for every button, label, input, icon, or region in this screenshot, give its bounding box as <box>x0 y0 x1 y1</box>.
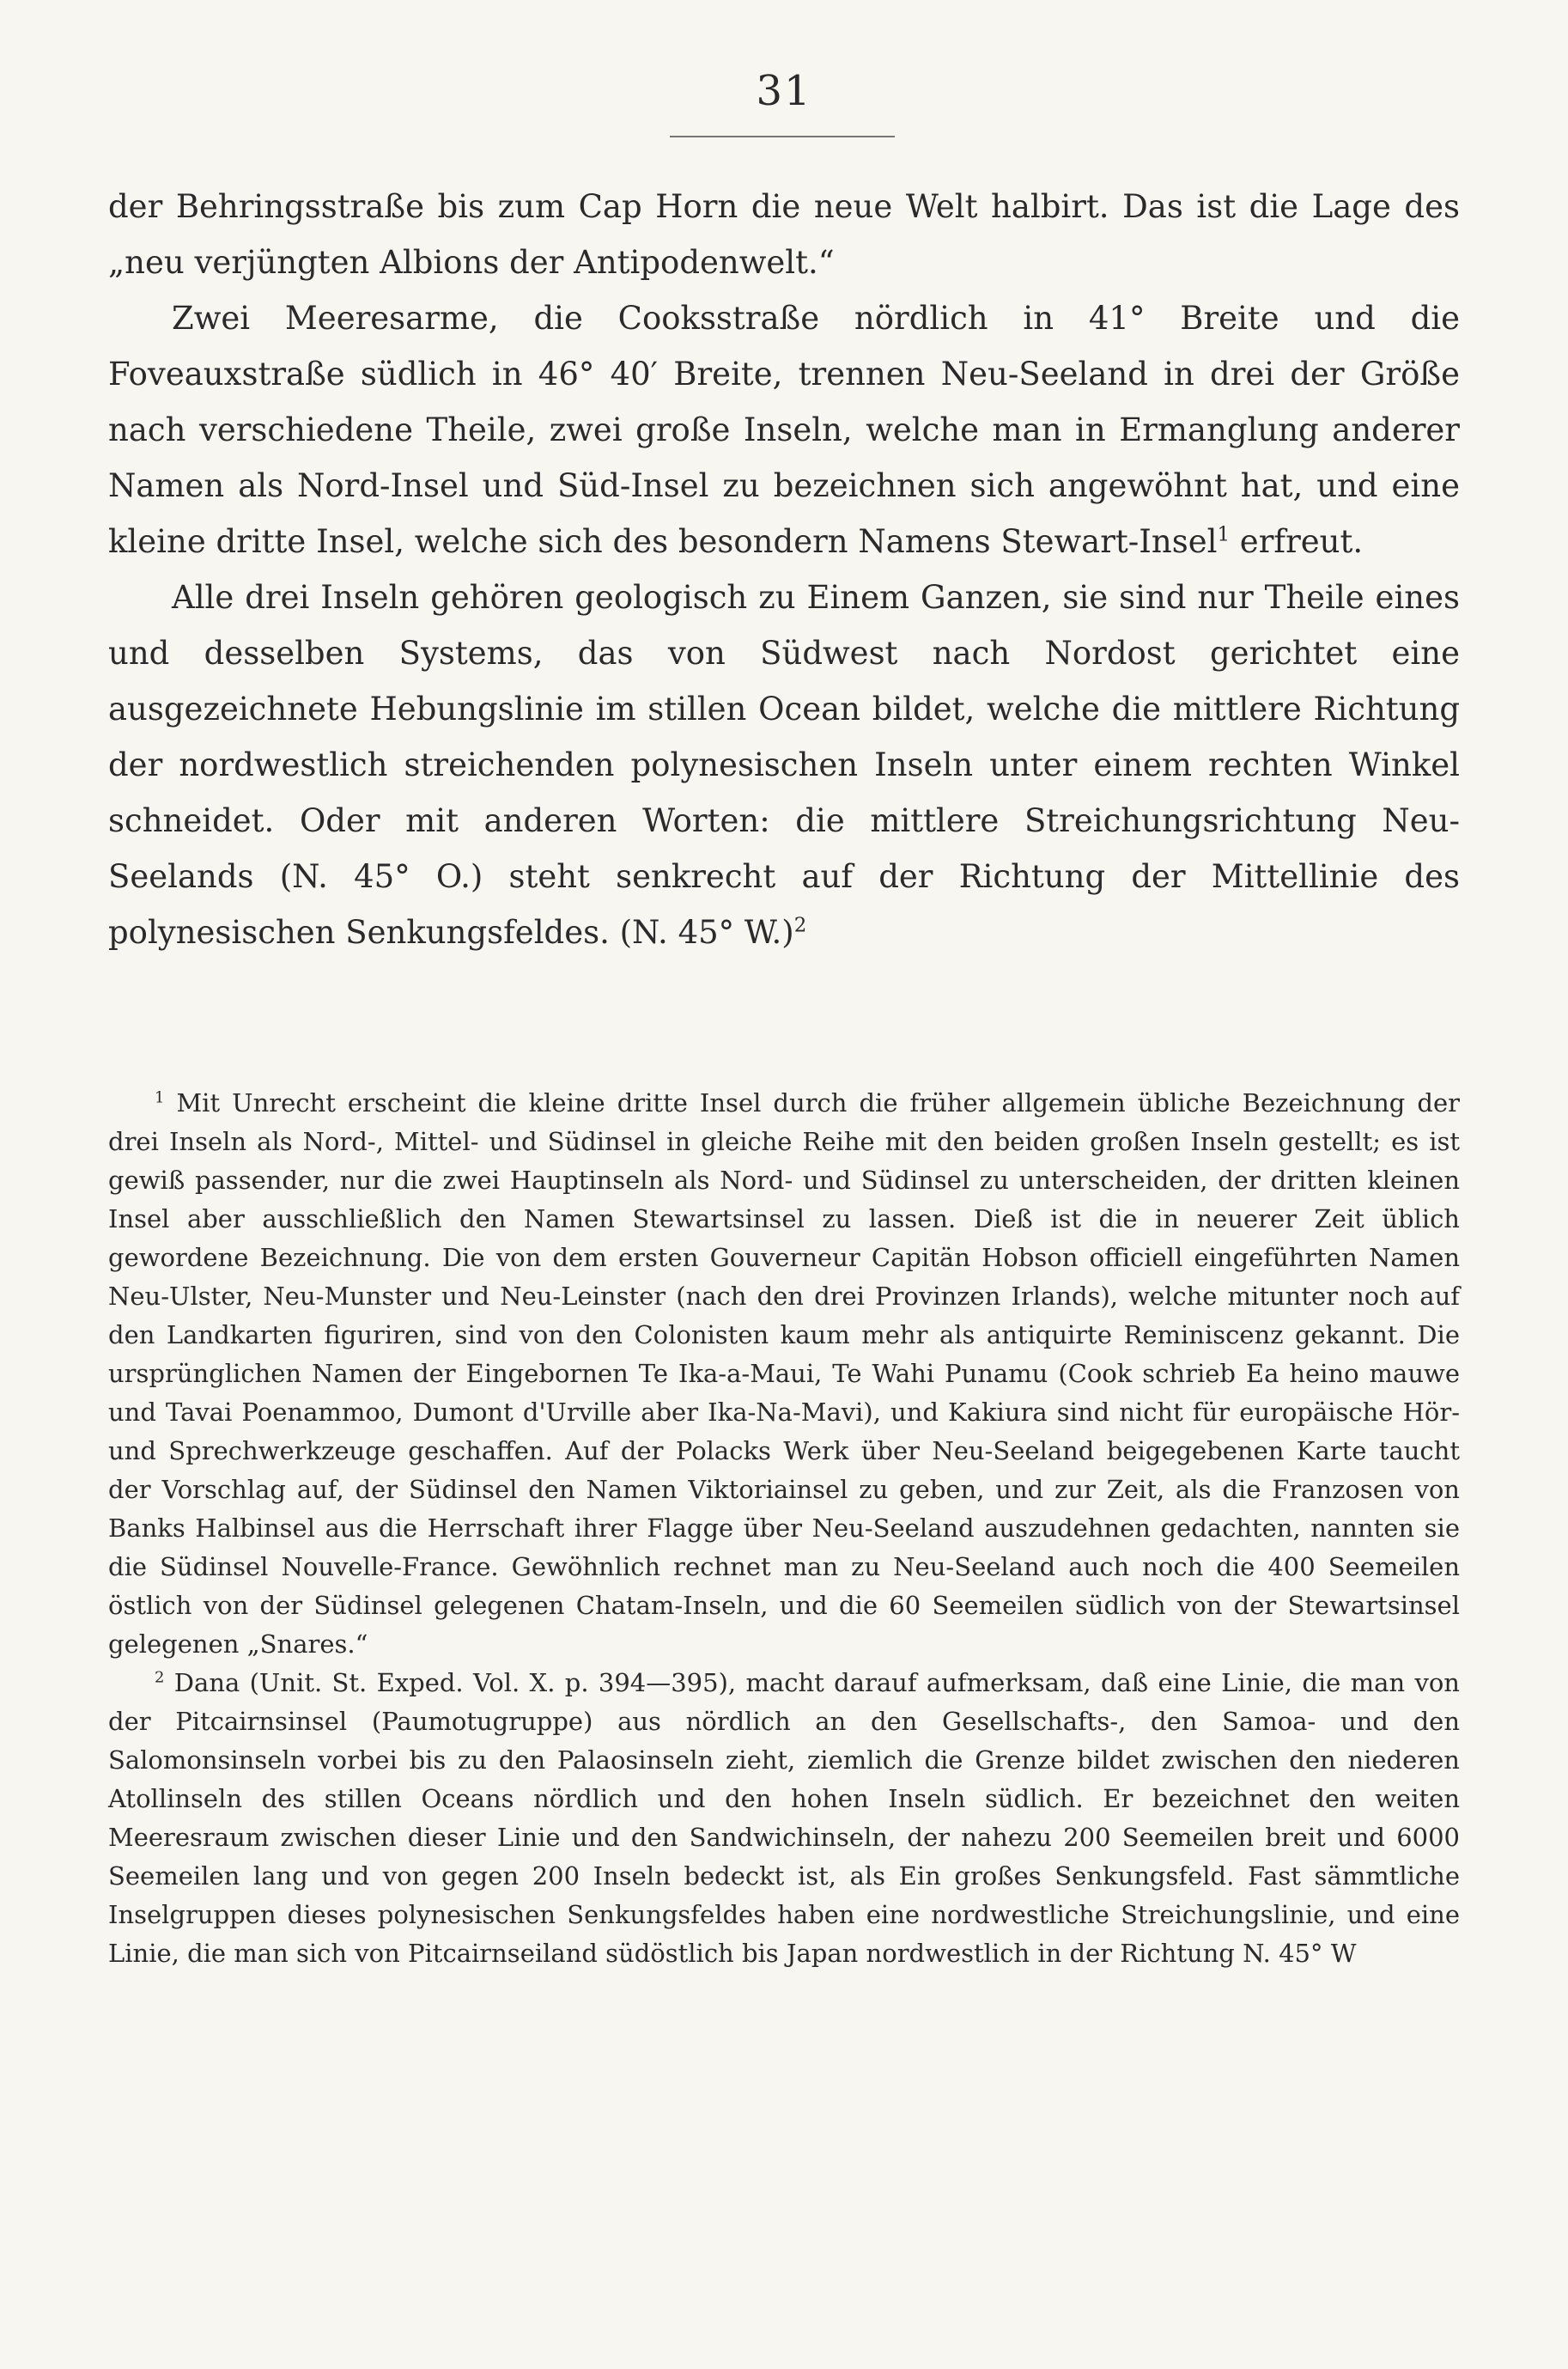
main-text <box>108 179 1460 960</box>
header-rule <box>670 136 895 137</box>
paragraph-2-text: Zwei Meeresarme, die Cooksstraße nördlich in 41° Breite und die Foveauxstraße südlich in 46° 40′ Breite, trennen Neu-Seeland in drei der Größe nach verschiedene Theile, zwei große Inseln, welche man in Ermanglung anderer Namen als Nord-Insel und Süd-Insel zu bezeichnen sich angewöhnt hat, und eine kleine dritte Insel, welche sich des besondern Namens Stewart-Insel <box>108 300 1460 560</box>
paragraph-3-text: Alle drei Inseln gehören geologisch zu Einem Ganzen, sie sind nur Theile eines und desselben Systems, das von Südwest nach Nordost gerichtet eine ausgezeichnete Hebungslinie im stillen Ocean bildet, welche die mittlere Richtung der nordwestlich streichenden polynesischen Inseln unter einem rechten Winkel schneidet. Oder mit anderen Worten: die mittlere Streichungsrichtung Neu-Seelands (N. 45° O.) steht senkrecht auf der Richtung der Mittellinie des polynesischen Senkungsfeldes. (N. 45° W.) <box>108 579 1460 951</box>
footnote-1 <box>108 1084 1460 1664</box>
footnote-1-text: Mit Unrecht erscheint die kleine dritte Insel durch die früher allgemein übliche Bezeichnung der drei Inseln als Nord-, Mittel- und Südinsel in gleiche Reihe mit den beiden großen Inseln gestellt; es ist gewiß passender, nur die zwei Hauptinseln als Nord- und Südinsel zu unterscheiden, der dritten kleinen Insel aber ausschließlich den Namen Stewartsinsel zu lassen. Dieß ist die in neuerer Zeit üblich gewordene Bezeichnung. Die von dem ersten Gouverneur Capitän Hobson officiell eingeführten Namen Neu-Ulster, Neu-Munster und Neu-Leinster (nach den drei Provinzen Irlands), welche mitunter noch auf den Landkarten figuriren, sind von den Colonisten kaum mehr als antiquirte Reminiscenz gekannt. Die ursprünglichen Namen der Eingebornen Te Ika-a-Maui, Te Wahi Punamu (Cook schrieb Ea heino mauwe und Tavai Poenammoo, Dumont d'Urville aber Ika-Na-Mavi), und Kakiura sind nicht für europäische Hör- und Sprechwerkzeuge geschaffen. Auf der Polacks Werk über Neu-Seeland beigegebenen Karte taucht der Vorschlag auf, der Südinsel den Namen Viktoriainsel zu geben, und zur Zeit, als die Franzosen von Banks Halbinsel aus die Herrschaft ihrer Flagge über Neu-Seeland auszudehnen gedachten, nannten sie die Südinsel Nouvelle-France. Gewöhnlich rechnet man zu Neu-Seeland auch noch die 400 Seemeilen östlich von der Südinsel gelegenen Chatam-Inseln, und die 60 Seemeilen südlich von der Stewartsinsel gelegenen „Snares.“ <box>108 1088 1460 1659</box>
footnotes <box>108 1084 1460 1973</box>
footnote-ref-2[interactable]: 2 <box>793 914 807 937</box>
footnote-2 <box>108 1664 1460 1973</box>
page-number: 31 <box>756 67 812 115</box>
footnote-1-mark: 1 <box>155 1088 165 1107</box>
footnote-2-text: Dana (Unit. St. Exped. Vol. X. p. 394—395), macht darauf aufmerksam, daß eine Linie, die man von der Pitcairnsinsel (Paumotugruppe) aus nördlich an den Gesellschafts-, den Samoa- und den Salomonsinseln vorbei bis zu den Palaosinseln zieht, ziemlich die Grenze bildet zwischen den niederen Atollinseln des stillen Oceans nördlich und den hohen Inseln südlich. Er bezeichnet den weiten Meeresraum zwischen dieser Linie und den Sandwichinseln, der nahezu 200 Seemeilen breit und 6000 Seemeilen lang und von gegen 200 Inseln bedeckt ist, als Ein großes Senkungsfeld. Fast sämmtliche Inselgruppen dieses polynesischen Senkungsfeldes haben eine nordwestliche Streichungslinie, und eine Linie, die man sich von Pitcairnseiland südöstlich bis Japan nordwestlich in der Richtung N. 45° W <box>108 1668 1460 1968</box>
footnote-ref-1[interactable]: 1 <box>1217 523 1231 546</box>
paragraph-2-end: erfreut. <box>1230 523 1364 560</box>
paragraph-2 <box>108 290 1460 569</box>
paragraph-1: der Behringsstraße bis zum Cap Horn die neue Welt halbirt. Das ist die Lage des „neu verjüngten Albions der Antipodenwelt.“ <box>108 188 1460 281</box>
paragraph-3 <box>108 569 1460 960</box>
footnote-2-mark: 2 <box>155 1668 165 1687</box>
